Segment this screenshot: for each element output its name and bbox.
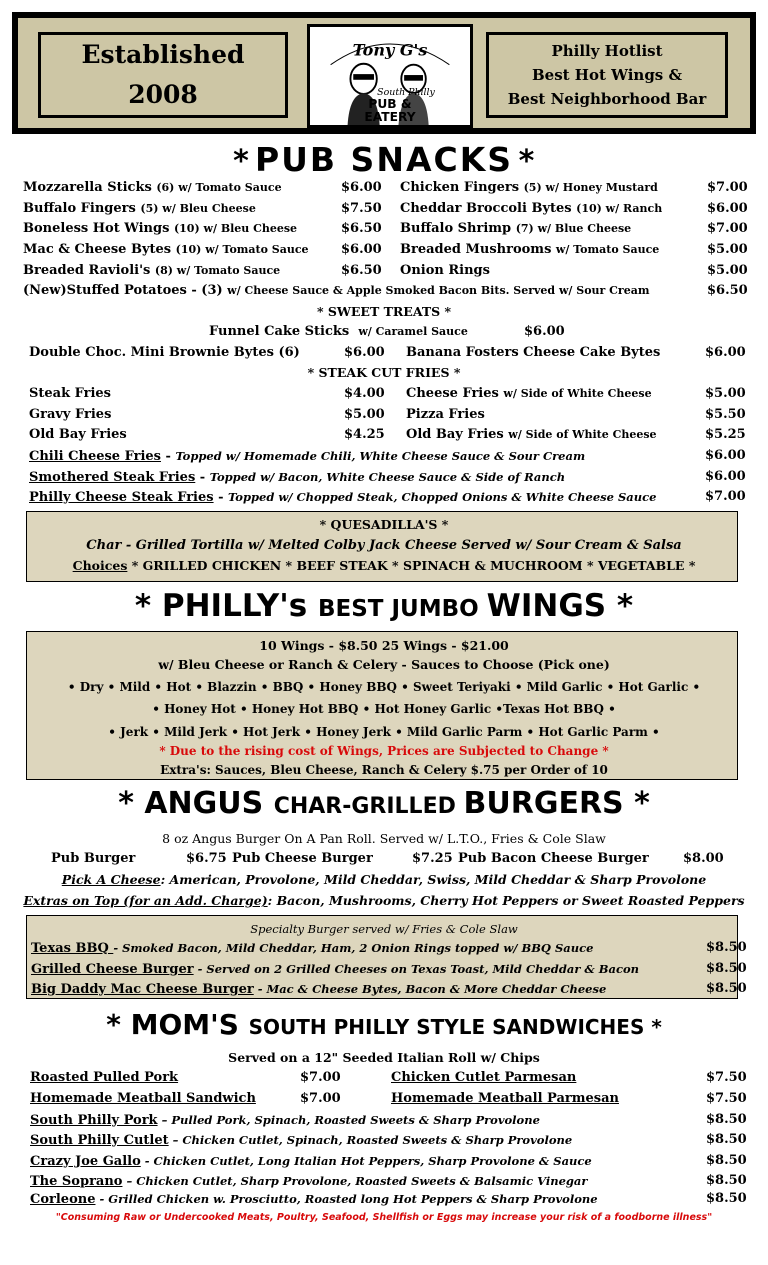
menu-price: $7.00 bbox=[707, 180, 748, 195]
menu-price: $8.50 bbox=[706, 1132, 747, 1147]
menu-price: $8.50 bbox=[706, 1112, 747, 1127]
logo-graphic bbox=[310, 27, 470, 125]
menu-item: Chicken Cutlet Parmesan bbox=[391, 1070, 577, 1085]
wings-price-notice: * Due to the rising cost of Wings, Prices are Subjected to Change * bbox=[159, 744, 609, 758]
quesadillas-choices: Choices * GRILLED CHICKEN * BEEF STEAK * SPINACH & MUCHROOM * VEGETABLE * bbox=[72, 558, 696, 573]
menu-price: $5.00 bbox=[707, 263, 748, 278]
established-year: 2008 bbox=[128, 80, 198, 109]
wings-sides: w/ Bleu Cheese or Ranch & Celery - Sauces to Choose (Pick one) bbox=[158, 657, 610, 672]
menu-item: South Philly Pork – Pulled Pork, Spinach, Roasted Sweets & Sharp Provolone bbox=[30, 1113, 540, 1128]
sandwiches-intro: Served on a 12" Seeded Italian Roll w/ Chips bbox=[228, 1050, 540, 1065]
menu-price: $6.00 bbox=[707, 201, 748, 216]
menu-item: Onion Rings bbox=[400, 263, 490, 278]
menu-price: $6.00 bbox=[705, 448, 746, 463]
menu-price: $8.50 bbox=[706, 940, 747, 955]
menu-price: $7.00 bbox=[707, 221, 748, 236]
menu-item: Boneless Hot Wings (10) w/ Bleu Cheese bbox=[23, 221, 298, 236]
menu-item: Corleone - Grilled Chicken w. Prosciutto, Roasted long Hot Peppers & Sharp Provolone bbox=[30, 1192, 598, 1207]
menu-price: $5.25 bbox=[705, 427, 746, 442]
specialty-heading: Specialty Burger served w/ Fries & Cole Slaw bbox=[250, 922, 518, 936]
burgers-intro: 8 oz Angus Burger On A Pan Roll. Served w/ L.T.O., Fries & Cole Slaw bbox=[162, 831, 606, 846]
header-panel bbox=[18, 18, 750, 128]
menu-price: $6.00 bbox=[341, 242, 382, 257]
hotlist-box bbox=[486, 32, 728, 118]
menu-item: Old Bay Fries w/ Side of White Cheese bbox=[406, 427, 657, 442]
menu-item: Crazy Joe Gallo - Chicken Cutlet, Long Italian Hot Peppers, Sharp Provolone & Sauce bbox=[30, 1154, 592, 1169]
menu-header bbox=[12, 12, 756, 134]
stuffed-potatoes-item: (New)Stuffed Potatoes - (3) w/ Cheese Sauce & Apple Smoked Bacon Bits. Served w/ Sour Cream bbox=[23, 283, 650, 298]
menu-price: $8.50 bbox=[706, 1191, 747, 1206]
menu-price: $7.00 bbox=[300, 1070, 341, 1085]
brownie-item: Double Choc. Mini Brownie Bytes (6) bbox=[29, 345, 300, 360]
quesadillas-description: Char - Grilled Tortilla w/ Melted Colby Jack Cheese Served w/ Sour Cream & Salsa bbox=[86, 538, 682, 553]
hotlist-line-3: Best Neighborhood Bar bbox=[507, 90, 707, 108]
menu-item: Pizza Fries bbox=[406, 407, 485, 422]
wings-prices: 10 Wings - $8.50 25 Wings - $21.00 bbox=[259, 638, 509, 653]
menu-item: Gravy Fries bbox=[29, 407, 112, 422]
restaurant-logo bbox=[307, 24, 473, 128]
menu-item: Steak Fries bbox=[29, 386, 111, 401]
menu-price: $8.50 bbox=[706, 1153, 747, 1168]
burger-extras: Extras on Top (for an Add. Charge): Bacon, Mushrooms, Cherry Hot Peppers or Sweet Roasted Peppers bbox=[23, 893, 745, 908]
pick-a-cheese: Pick A Cheese: American, Provolone, Mild Cheddar, Swiss, Mild Cheddar & Sharp Provolone bbox=[61, 872, 707, 887]
menu-item: Grilled Cheese Burger - Served on 2 Grilled Cheeses on Texas Toast, Mild Cheddar & Bacon bbox=[31, 962, 639, 977]
established-label: Established bbox=[81, 40, 245, 69]
menu-item: Roasted Pulled Pork bbox=[30, 1070, 179, 1085]
menu-item: Pub Cheese Burger bbox=[232, 851, 373, 866]
menu-price: $6.50 bbox=[341, 221, 382, 236]
hotlist-line-1: Philly Hotlist bbox=[551, 42, 663, 60]
menu-price: $5.00 bbox=[707, 242, 748, 257]
logo-name: Tony G's bbox=[352, 40, 428, 60]
established-box bbox=[38, 32, 288, 118]
sweet-treats-heading: * SWEET TREATS * bbox=[316, 304, 452, 319]
menu-price: $7.25 bbox=[412, 851, 453, 866]
menu-price: $7.50 bbox=[706, 1091, 747, 1106]
menu-item: Mac & Cheese Bytes (10) w/ Tomato Sauce bbox=[23, 242, 309, 257]
menu-price: $6.50 bbox=[341, 263, 382, 278]
menu-price: $7.00 bbox=[705, 489, 746, 504]
burgers-title: * ANGUS CHAR-GRILLED BURGERS * bbox=[118, 786, 650, 821]
menu-price: $8.50 bbox=[706, 961, 747, 976]
menu-price: $5.00 bbox=[344, 407, 385, 422]
menu-price: $8.50 bbox=[706, 981, 747, 996]
wings-extras: Extra's: Sauces, Bleu Cheese, Ranch & Celery $.75 per Order of 10 bbox=[160, 763, 608, 777]
menu-item: South Philly Cutlet – Chicken Cutlet, Spinach, Roasted Sweets & Sharp Provolone bbox=[30, 1133, 573, 1148]
menu-item: Cheese Fries w/ Side of White Cheese bbox=[406, 386, 652, 401]
bananas-item: Banana Fosters Cheese Cake Bytes bbox=[406, 345, 661, 360]
menu-item: Cheddar Broccoli Bytes (10) w/ Ranch bbox=[400, 201, 663, 216]
menu-item: Buffalo Shrimp (7) w/ Blue Cheese bbox=[400, 221, 632, 236]
menu-item: Chicken Fingers (5) w/ Honey Mustard bbox=[400, 180, 658, 195]
menu-price: $4.00 bbox=[344, 386, 385, 401]
pub-snacks-title-text: PUB SNACKS bbox=[254, 140, 514, 179]
menu-price: $6.75 bbox=[186, 851, 227, 866]
logo-eatery: EATERY bbox=[364, 110, 416, 125]
brownie-price: $6.00 bbox=[344, 345, 385, 360]
menu-item: Breaded Ravioli's (8) w/ Tomato Sauce bbox=[23, 263, 281, 278]
menu-price: $7.50 bbox=[706, 1070, 747, 1085]
menu-item: Old Bay Fries bbox=[29, 427, 127, 442]
hotlist-line-2: Best Hot Wings & bbox=[531, 66, 683, 84]
pub-snacks-title: * PUB SNACKS * bbox=[233, 140, 535, 179]
menu-item: Texas BBQ - Smoked Bacon, Mild Cheddar, Ham, 2 Onion Rings topped w/ BBQ Sauce bbox=[31, 941, 594, 956]
menu-price: $6.00 bbox=[341, 180, 382, 195]
menu-price: $7.00 bbox=[300, 1091, 341, 1106]
funnel-cake-item: Funnel Cake Sticks w/ Caramel Sauce bbox=[209, 324, 468, 339]
menu-price: $7.50 bbox=[341, 201, 382, 216]
wings-sauces-3: • Jerk • Mild Jerk • Hot Jerk • Honey Jerk • Mild Garlic Parm • Hot Garlic Parm • bbox=[108, 725, 660, 739]
logo-script: South Philly bbox=[377, 86, 435, 98]
menu-item: The Soprano – Chicken Cutlet, Sharp Provolone, Roasted Sweets & Balsamic Vinegar bbox=[30, 1174, 588, 1189]
menu-price: $4.25 bbox=[344, 427, 385, 442]
menu-item: Breaded Mushrooms w/ Tomato Sauce bbox=[400, 242, 660, 257]
menu-price: $5.50 bbox=[705, 407, 746, 422]
menu-price: $6.00 bbox=[705, 469, 746, 484]
food-safety-warning: "Consuming Raw or Undercooked Meats, Poultry, Seafood, Shellfish or Eggs may increase your risk of a foodborne illness" bbox=[55, 1212, 713, 1223]
menu-item: Mozzarella Sticks (6) w/ Tomato Sauce bbox=[23, 180, 282, 195]
menu-item: Smothered Steak Fries - Topped w/ Bacon, White Cheese Sauce & Side of Ranch bbox=[29, 470, 566, 485]
menu-item: Big Daddy Mac Cheese Burger - Mac & Cheese Bytes, Bacon & More Cheddar Cheese bbox=[31, 982, 607, 997]
bananas-price: $6.00 bbox=[705, 345, 746, 360]
sandwiches-title: * MOM'S SOUTH PHILLY STYLE SANDWICHES * bbox=[106, 1008, 662, 1041]
stuffed-potatoes-price: $6.50 bbox=[707, 283, 748, 298]
quesadillas-heading: * QUESADILLA'S * bbox=[319, 517, 449, 532]
menu-price: $8.50 bbox=[706, 1173, 747, 1188]
menu-item: Buffalo Fingers (5) w/ Bleu Cheese bbox=[23, 201, 256, 216]
funnel-cake-price: $6.00 bbox=[524, 324, 565, 339]
menu-item: Pub Burger bbox=[51, 851, 136, 866]
menu-item: Philly Cheese Steak Fries - Topped w/ Chopped Steak, Chopped Onions & White Cheese Sauce bbox=[29, 490, 657, 505]
wings-title: * PHILLY's BEST JUMBO WINGS * bbox=[134, 588, 634, 624]
menu-item: Homemade Meatball Sandwich bbox=[30, 1091, 256, 1106]
menu-item: Chili Cheese Fries - Topped w/ Homemade Chili, White Cheese Sauce & Sour Cream bbox=[29, 449, 586, 464]
menu-item: Pub Bacon Cheese Burger bbox=[458, 851, 649, 866]
menu-price: $8.00 bbox=[683, 851, 724, 866]
menu-item: Homemade Meatball Parmesan bbox=[391, 1091, 619, 1106]
steak-fries-heading: * STEAK CUT FRIES * bbox=[307, 365, 461, 380]
logo-pub: PUB & bbox=[368, 97, 412, 112]
wings-sauces-2: • Honey Hot • Honey Hot BBQ • Hot Honey Garlic •Texas Hot BBQ • bbox=[152, 702, 616, 716]
menu-price: $5.00 bbox=[705, 386, 746, 401]
wings-sauces-1: • Dry • Mild • Hot • Blazzin • BBQ • Honey BBQ • Sweet Teriyaki • Mild Garlic • Hot Garlic • bbox=[67, 680, 701, 694]
